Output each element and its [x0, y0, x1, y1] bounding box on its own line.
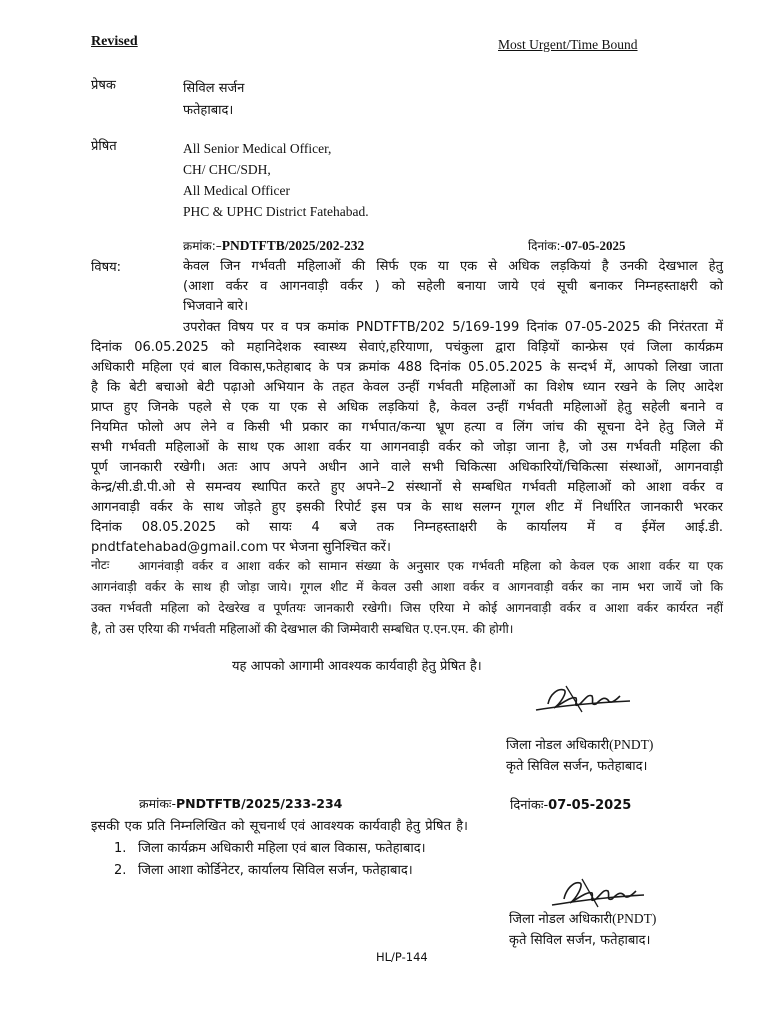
- sender-line-1: सिविल सर्जन: [183, 81, 245, 96]
- body-paragraph: [91, 318, 723, 558]
- signature-2-title-text: जिला नोडल अधिकारी: [509, 912, 613, 927]
- note-line-3: उक्त गर्भवती महिला को देखरेख व पूर्णतयः जानकारी रखेगी। जिस एरिया मे कोई आगनवाड़ी वर्कर व आशा वर्कर कार्यरत नहीं: [91, 601, 723, 615]
- body-line-12: [91, 538, 723, 558]
- body-line-3: अधिकारी महिला एवं बाल विकास,फतेहाबाद के पत्र क्रमांक 488 दिनांक 05.05.2025 के सन्दर्भ में, आपको लिखा जाता: [91, 360, 723, 375]
- recipient-line-2: CH/ CHC/SDH,: [183, 162, 271, 177]
- body-line-6: नियमित फोलो अप लेने व किसी भी प्रकार का गर्भपात/कन्या भ्रूण हत्या व लिंग जांच की सूचना देने हेतु जिले में: [91, 420, 723, 435]
- body-line-2: दिनांक 06.05.2025 को महानिदेशक स्वास्थ्य सेवाएं,हरियाणा, पचंकुला द्वारा विड़ियों कान्फ्रेस एवं जिला कार्यक्रम: [91, 340, 723, 355]
- recipient-line-3: All Medical Officer: [183, 183, 290, 198]
- ref2-number: [139, 795, 342, 812]
- subject-line-3: भिजवाने बारे।: [183, 299, 249, 314]
- subject-line-2: (आशा वर्कर व आगनवाड़ी वर्कर ) को सहेली बनाया जाये एवं सूची बनाकर निम्नहस्ताक्षरी को: [183, 279, 723, 294]
- signature-2-title: [509, 909, 656, 927]
- ref1-date-value: 07-05-2025: [564, 238, 626, 253]
- copy-to-item-1-num: 1.: [114, 841, 127, 856]
- ref1-number: [183, 237, 364, 254]
- recipient-line-4: PHC & UPHC District Fatehabad.: [183, 204, 369, 219]
- urgent-label: Most Urgent/Time Bound: [498, 37, 638, 52]
- ref1-date: [528, 237, 626, 254]
- recipient-label: प्रेषित: [91, 139, 117, 154]
- subject-label: विषय:: [91, 260, 122, 275]
- copy-to-item-1-text: जिला कार्यक्रम अधिकारी महिला एवं बाल विकास, फतेहाबाद।: [138, 841, 426, 856]
- page-code: HL/P-144: [376, 950, 428, 964]
- copy-to-intro: इसकी एक प्रति निम्नलिखित को सूचनार्थ एवं आवश्यक कार्यवाही हेतु प्रेषित है।: [91, 819, 468, 834]
- note-text: [91, 556, 723, 640]
- body-line-5: प्राप्त हुए जिनके पहले से एक या एक से अधिक लड़कियां है, केवल उन्हीं गर्भवती महिलाओं हेतु सहेली बनाने व: [91, 400, 723, 415]
- body-line-7: सभी गर्भवती महिलाओं के साथ एक आशा वर्कर या आगनवाड़ी वर्कर को जोड़ा जाना है, जो उस गर्भवती महिला की: [91, 440, 723, 455]
- copy-to-item-2: [114, 860, 413, 878]
- copy-to-item-2-num: 2.: [114, 863, 127, 878]
- ref2-date-label: दिनांकः-: [510, 798, 549, 813]
- note-label: नोटः: [91, 558, 110, 572]
- email-address: pndtfatehabad@gmail.com: [91, 540, 269, 555]
- ref1-number-label: क्रमांक:–: [183, 239, 222, 253]
- body-line-11: दिनांक 08.05.2025 को सायः 4 बजे तक निम्नहस्ताक्षरी के कार्यालय में व ईमेंल आई.डी.: [91, 520, 723, 535]
- copy-to-item-1: [114, 838, 426, 856]
- copy-to-item-2-text: जिला आशा कोर्डिनेटर, कार्यालय सिविल सर्जन, फतेहाबाद।: [138, 863, 413, 878]
- ref1-date-label: दिनांक:-: [528, 239, 565, 253]
- signature-1: [530, 682, 640, 720]
- note-line-2: आगनंवाड़ी वर्कर के साथ ही जोड़ा जाये। गूगल शीट में केवल उसी आशा वर्कर व आगनवाड़ी वर्कर का नाम भरा जायें जो कि: [91, 580, 723, 594]
- signature-2-office: कृते सिविल सर्जन, फतेहाबाद।: [509, 933, 651, 948]
- ref2-number-value: PNDTFTB/2025/233-234: [175, 796, 343, 811]
- subject-line-1: केवल जिन गर्भवती महिलाओं की सिर्फ एक या एक से अधिक लड़कियां है उनकी देखभाल हेतु: [183, 259, 723, 274]
- signature-1-title-suffix: (PNDT): [609, 737, 654, 752]
- note-line-1: आगनंवाड़ी वर्कर व आशा वर्कर को सामान संख्या के अनुसार एक गर्भवती महिला को केवल एक आशा वर्कर या एक: [138, 559, 723, 573]
- recipient-line-1: All Senior Medical Officer,: [183, 141, 332, 156]
- note-line-4: है, तो उस एरिया की गर्भवती महिलाओं की देखभाल की जिम्मेवारी सम्बधित ए.एन.एम. की होगी।: [91, 622, 514, 636]
- body-line-9: केन्द्र/सी.डी.पी.ओ से समन्वय स्थापित करते हुए अपने–2 संस्थानों से सम्बधित गर्भवती महिलाओं को आशा वर्कर व: [91, 480, 723, 495]
- ref1-number-value: PNDTFTB/2025/202-232: [221, 238, 365, 253]
- forward-note: यह आपको आगामी आवश्यक कार्यवाही हेतु प्रेषित है।: [232, 659, 482, 674]
- ref2-date-value: 07-05-2025: [548, 798, 632, 813]
- ref2-number-label: क्रमांकः-: [139, 796, 176, 811]
- signature-1-title: [506, 735, 653, 753]
- sender-label: प्रेषक: [91, 78, 116, 93]
- subject-text: [183, 257, 723, 317]
- signature-1-office: कृते सिविल सर्जन, फतेहाबाद।: [506, 759, 648, 774]
- body-line-1: उपरोक्त विषय पर व पत्र कमांक PNDTFTB/202 5/169-199 दिनांक 07-05-2025 की निरंतरता में: [183, 320, 723, 335]
- signature-1-title-text: जिला नोडल अधिकारी: [506, 738, 610, 753]
- email-suffix: पर भेजना सुनिश्चित करें।: [268, 540, 391, 555]
- body-line-4: है कि बेटी बचाओ बेटी पढ़ाओ अभियान के तहत केवल उन्हीं गर्भवती महिलाओं का विशेष ध्यान रखने के लिए आदेश: [91, 380, 723, 395]
- signature-2-title-suffix: (PNDT): [612, 911, 657, 926]
- ref2-date: [510, 795, 631, 813]
- body-line-8: पूर्ण जानकारी रखेगी। अतः आप अपने अधीन आने वाले सभी चिकित्सा अधिकारियों/चिकित्सा संस्थाओं, आगनवाड़ी: [91, 460, 723, 475]
- revised-label: Revised: [91, 34, 138, 49]
- sender-line-2: फतेहाबाद।: [183, 103, 234, 118]
- body-line-10: आगनवाड़ी वर्कर के साथ जोड़ते हुए इसकी रिपोर्ट इस पत्र के साथ सलग्न गूगल शीट में निर्धारित जानकारी भरकर: [91, 500, 723, 515]
